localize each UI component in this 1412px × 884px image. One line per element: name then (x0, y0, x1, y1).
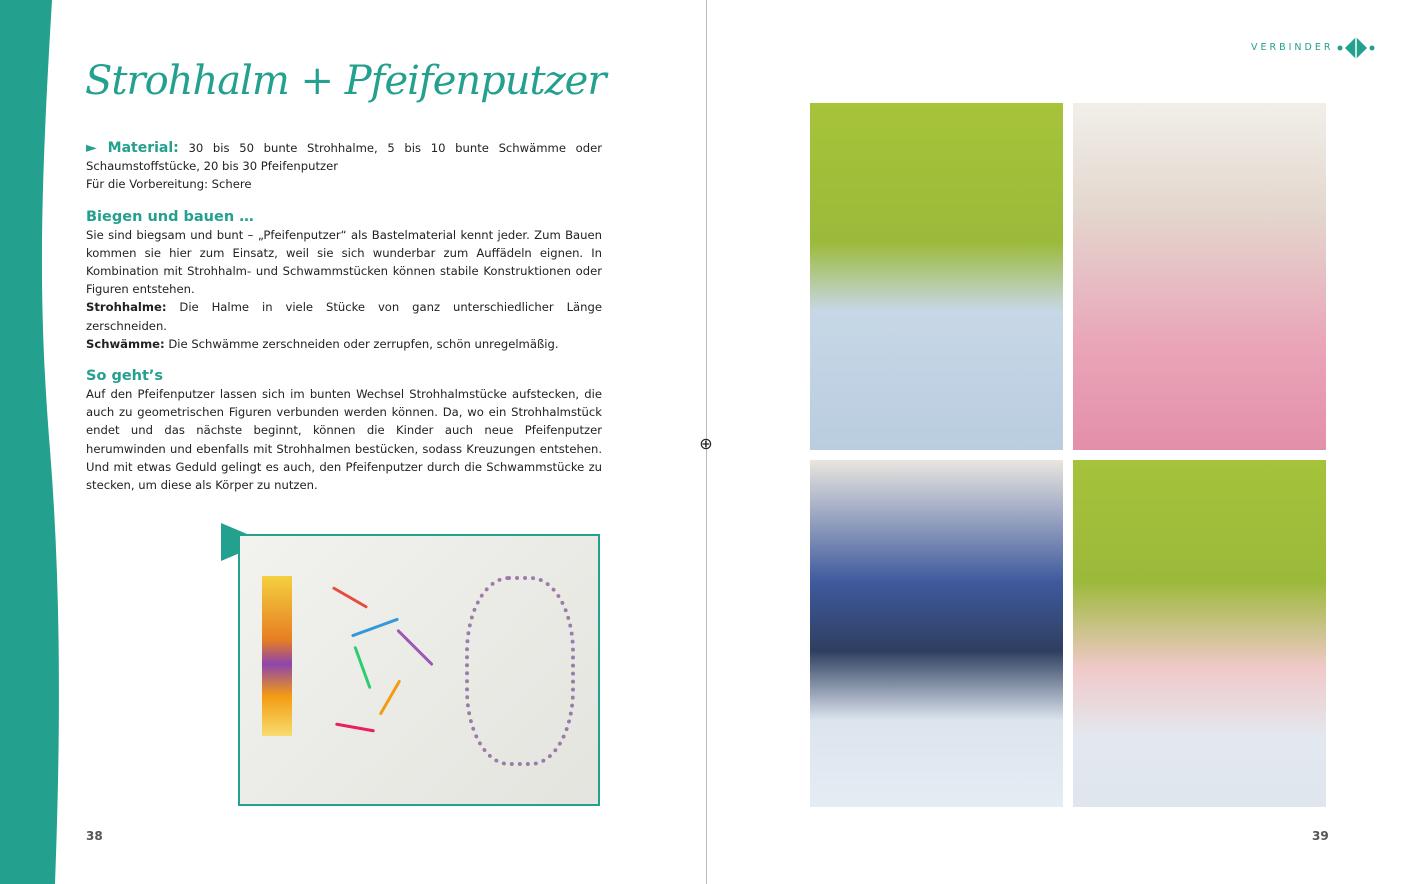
sponge-pieces (262, 576, 292, 736)
chapter-label: VERBINDER (1251, 42, 1334, 53)
instruction-sponges (86, 335, 602, 353)
pipe-cleaners (465, 576, 575, 766)
section-text: Sie sind biegsam und bunt – „Pfeifenputzer“ als Bastelmaterial kennt jeder. Zum Bauen kommen sie hier zum Einsatz, weil sie sich wunderbar zum Auffädeln eignen. In Kombination mit Strohhalm- und Schwammstücken können stabile Konstruktionen oder Figuren entstehen. (86, 227, 602, 297)
straw-piece (351, 618, 399, 638)
section-heading: Biegen und bauen … (86, 208, 254, 225)
body-text-column (86, 139, 602, 494)
material-arrow-icon: ► (86, 140, 108, 156)
material-paragraph (86, 139, 602, 175)
material-text: 30 bis 50 bunte Strohhalme, 5 bis 10 bunte Schwämme oder Schaumstoffstücke, 20 bis 30 Pfeifenputzer (86, 141, 602, 174)
instruction-text: Die Schwämme zerschneiden oder zerrupfen, schön unregelmäßig. (168, 336, 559, 351)
page-number-right: 39 (1312, 829, 1329, 843)
instruction-text: Die Halme in viele Stücke von ganz unterschiedlicher Länge zerschneiden. (86, 300, 602, 333)
instruction-label: Schwämme: (86, 336, 165, 351)
decorative-teal-band (0, 0, 70, 884)
straw-piece (396, 629, 433, 666)
photo-child-building (810, 103, 1063, 450)
instruction-straws (86, 298, 602, 334)
straw-piece (379, 679, 402, 715)
photo-girl-building (1073, 460, 1326, 807)
page-title: Strohhalm + Pfeifenputzer (85, 58, 606, 104)
materials-photo (238, 534, 600, 806)
instruction-label: Strohhalme: (86, 300, 167, 315)
section-heading: So geht’s (86, 368, 164, 385)
photo-boy-building (810, 460, 1063, 807)
material-label: Material: (107, 140, 179, 156)
straw-piece (332, 586, 368, 609)
chapter-diamond-icon (1337, 36, 1375, 60)
straw-piece (335, 723, 375, 733)
material-prep: Für die Vorbereitung: Schere (86, 177, 252, 192)
section-text: Auf den Pfeifenputzer lassen sich im bunten Wechsel Strohhalmstücke aufstecken, die auch zu geometrischen Figuren verbunden werden können. Da, wo ein Strohhalmstück endet und das nächste beginnt, können die Kinder auch neue Pfeifenputzer herumwinden und ebenfalls mit Strohhalmen bestücken, sodass Kreuzungen entstehen. Und mit etwas Geduld gelingt es auch, den Pfeifenputzer durch die Schwammstücke zu stecken, um diese als Körper zu nutzen. (86, 387, 602, 493)
page-number-left: 38 (86, 829, 103, 843)
straw-piece (353, 646, 371, 689)
photo-child-glasses (1073, 103, 1326, 450)
registration-mark-icon: ⊕ (699, 434, 713, 453)
